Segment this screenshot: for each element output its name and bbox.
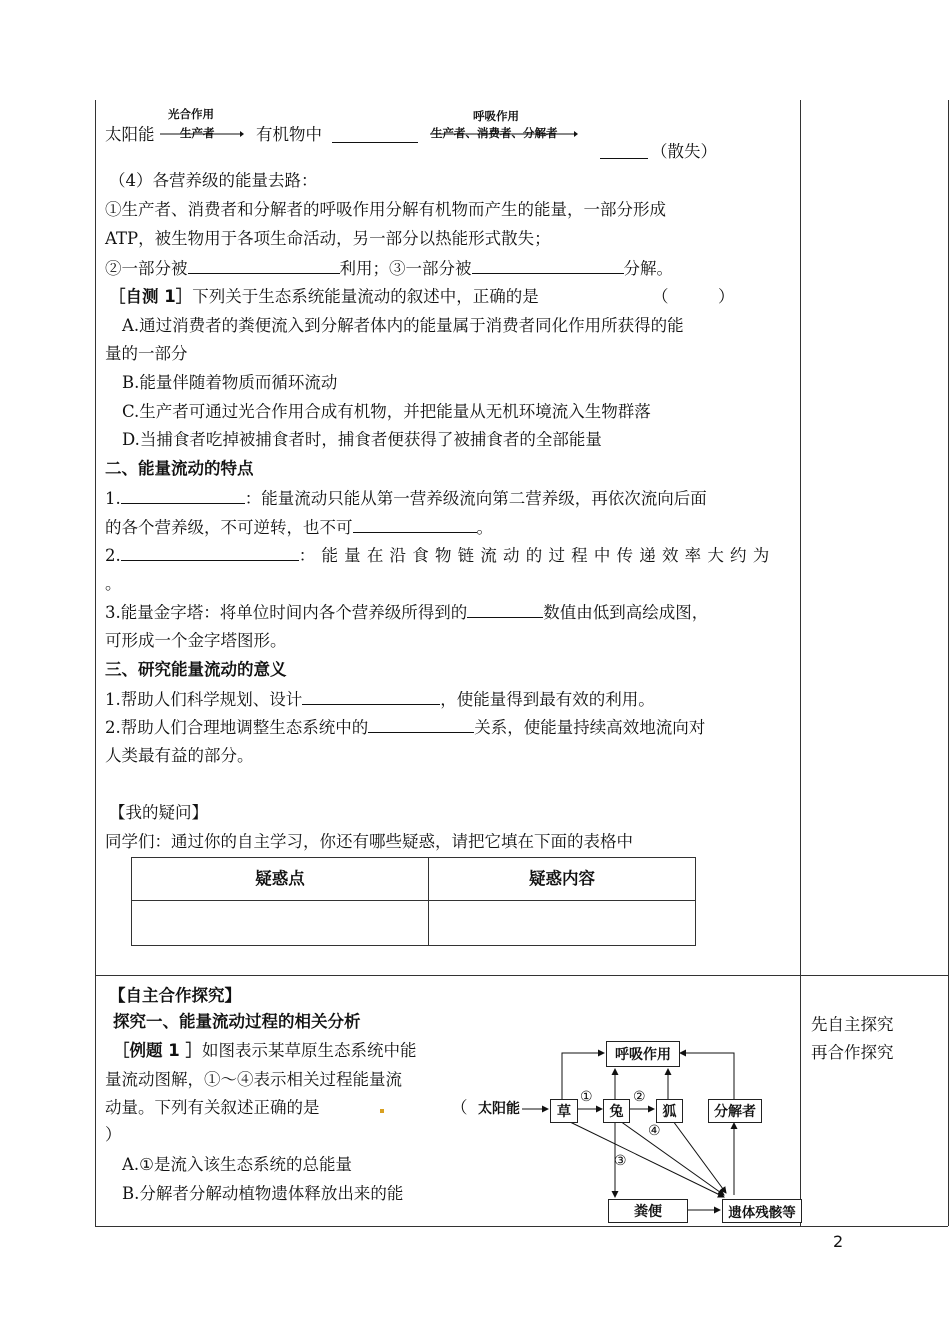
explore-example-line1 — [113, 1040, 416, 1062]
explore-example-line3: 动量。下列有关叙述正确的是 — [105, 1098, 320, 1117]
selftest-text: 下列关于生态系统能量流动的叙述中，正确的是 — [192, 287, 539, 306]
section2-item1-line1 — [105, 487, 707, 510]
destinations-para1-line1: ①生产者、消费者和分解者的呼吸作用分解有机物而产生的能量，一部分形成 — [105, 200, 666, 219]
section3-item1-blank — [302, 688, 440, 705]
section2-item2-blank — [121, 544, 299, 561]
table-border-left — [95, 100, 96, 1226]
node-decomposer: 分解者 — [708, 1099, 762, 1123]
section3-item2-blank — [368, 716, 474, 733]
selftest-option-a-line1: A.通过消费者的粪便流入到分解者体内的能量属于消费者同化作用所获得的能 — [122, 316, 684, 335]
destinations-para1-line2: ATP，被生物用于各项生命活动，另一部分以热能形式散失； — [105, 229, 551, 248]
section2-item3-b: 数值由低到高绘成图， — [543, 603, 709, 622]
section2-item1-text: ：能量流动只能从第一营养级流向第二营养级，再依次流向后面 — [244, 489, 707, 508]
section2-item3-blank — [467, 601, 543, 618]
section2-item2-line2: 。 — [105, 574, 122, 593]
explore-marker-icon — [380, 1109, 384, 1113]
destinations-p2-a: ②一部分被 — [105, 259, 188, 278]
section2-item2-line1 — [105, 544, 775, 567]
questions-intro: 同学们：通过你的自主学习，你还有哪些疑惑，请把它填在下面的表格中 — [105, 832, 633, 851]
selftest-label: ［自测 1］ — [109, 287, 193, 306]
equation-blank-2 — [600, 142, 648, 159]
selftest-option-b: B.能量伴随着物质而循环流动 — [122, 373, 338, 392]
selftest-question — [109, 286, 539, 308]
equation-dissipate: （散失） — [651, 142, 717, 161]
selftest-option-c: C.生产者可通过光合作用合成有机物，并把能量从无机环境流入生物群落 — [122, 402, 651, 421]
explore-example-label: ［例题 1 ］ — [113, 1041, 202, 1060]
explore-paren-left: （ — [451, 1098, 468, 1117]
table-border-right — [948, 100, 949, 1226]
selftest-paren: （ ） — [652, 287, 735, 306]
section3-item1-b: ，使能量得到最有效的利用。 — [440, 690, 655, 709]
section2-item3-line1 — [105, 601, 708, 624]
section2-item1-blank-2 — [353, 516, 477, 533]
section3-item1-a: 1.帮助人们科学规划、设计 — [105, 690, 303, 709]
explore-subtitle: 探究一、能量流动过程的相关分析 — [113, 1012, 361, 1031]
section2-item1-num: 1. — [105, 489, 121, 508]
equation-organic: 有机物中 — [256, 125, 322, 144]
section3-item2-line1 — [105, 716, 705, 739]
label-process-4: ④ — [648, 1123, 661, 1139]
section2-item2-num: 2. — [105, 546, 121, 565]
node-feces: 粪便 — [608, 1199, 688, 1223]
section2-title: 二、能量流动的特点 — [105, 459, 254, 478]
section2-item3-line2: 可形成一个金字塔图形。 — [105, 631, 287, 650]
questions-table — [131, 857, 696, 946]
questions-table-header-point: 疑惑点 — [255, 869, 305, 888]
section3-item2-line2: 人类最有益的部分。 — [105, 746, 254, 765]
section3-item2-b: 关系，使能量持续高效地流向对 — [474, 718, 706, 737]
section2-item1-end: 。 — [476, 518, 493, 537]
questions-table-header-content: 疑惑内容 — [529, 869, 595, 888]
page-number: 2 — [833, 1232, 844, 1251]
explore-side-note-1: 先自主探究 — [811, 1015, 894, 1034]
equation-arrow1-bottom: 生产者 — [180, 126, 215, 140]
node-grass: 草 — [550, 1099, 578, 1123]
destinations-para2 — [105, 257, 673, 280]
section2-item2-text: ：能量在沿食物链流动的过程中传递效率大约为 — [298, 546, 776, 565]
selftest-option-d: D.当捕食者吃掉被捕食者时，捕食者便获得了被捕食者的全部能量 — [122, 430, 602, 449]
destinations-blank-2 — [472, 257, 624, 274]
explore-paren-right: ） — [105, 1125, 122, 1144]
destinations-p2-c: 分解。 — [623, 259, 673, 278]
table-border-middle — [800, 100, 801, 1226]
explore-option-a: A.①是流入该生态系统的总能量 — [122, 1155, 352, 1174]
explore-title: 【自主合作探究】 — [109, 986, 241, 1005]
table-border-bottom — [95, 1226, 948, 1227]
questions-table-cell-content[interactable] — [429, 901, 695, 945]
energy-flow-diagram — [470, 1035, 800, 1225]
section2-item3-a: 3.能量金字塔：将单位时间内各个营养级所得到的 — [105, 603, 468, 622]
table-row-divider — [95, 975, 948, 976]
questions-title: 【我的疑问】 — [109, 803, 208, 822]
node-respiration: 呼吸作用 — [606, 1041, 680, 1067]
equation-arrow2-bottom: 生产者、消费者、分解者 — [431, 126, 558, 140]
section3-title: 三、研究能量流动的意义 — [105, 660, 287, 679]
destinations-p2-b: 利用；③一部分被 — [339, 259, 472, 278]
explore-option-b: B.分解者分解动植物遗体释放出来的能 — [122, 1184, 404, 1203]
section3-item2-a: 2.帮助人们合理地调整生态系统中的 — [105, 718, 369, 737]
node-remains: 遗体残骸等 — [722, 1199, 802, 1223]
section2-item1-line2 — [105, 516, 493, 539]
section2-item1-b: 的各个营养级，不可逆转，也不可 — [105, 518, 353, 537]
node-fox: 狐 — [656, 1099, 683, 1123]
node-sun: 太阳能 — [478, 1101, 520, 1117]
explore-example-line2: 量流动图解，①～④表示相关过程能量流 — [105, 1070, 402, 1089]
section3-item1 — [105, 688, 655, 711]
equation-arrow2-top: 呼吸作用 — [473, 109, 519, 123]
section2-item1-blank — [121, 487, 245, 504]
questions-table-cell-point[interactable] — [132, 901, 428, 945]
destinations-blank-1 — [188, 257, 340, 274]
label-process-2: ② — [633, 1089, 646, 1105]
equation-arrow1-top: 光合作用 — [168, 107, 214, 121]
selftest-option-a-line2: 量的一部分 — [105, 344, 188, 363]
label-process-1: ① — [580, 1089, 593, 1105]
label-process-3: ③ — [614, 1153, 627, 1169]
explore-side-note-2: 再合作探究 — [811, 1043, 894, 1062]
node-rabbit: 兔 — [603, 1099, 630, 1123]
equation-blank-1 — [332, 126, 418, 143]
destinations-heading: （4）各营养级的能量去路： — [109, 171, 318, 190]
explore-example-text1: 如图表示某草原生态系统中能 — [201, 1041, 417, 1060]
equation-sun: 太阳能 — [105, 125, 155, 144]
